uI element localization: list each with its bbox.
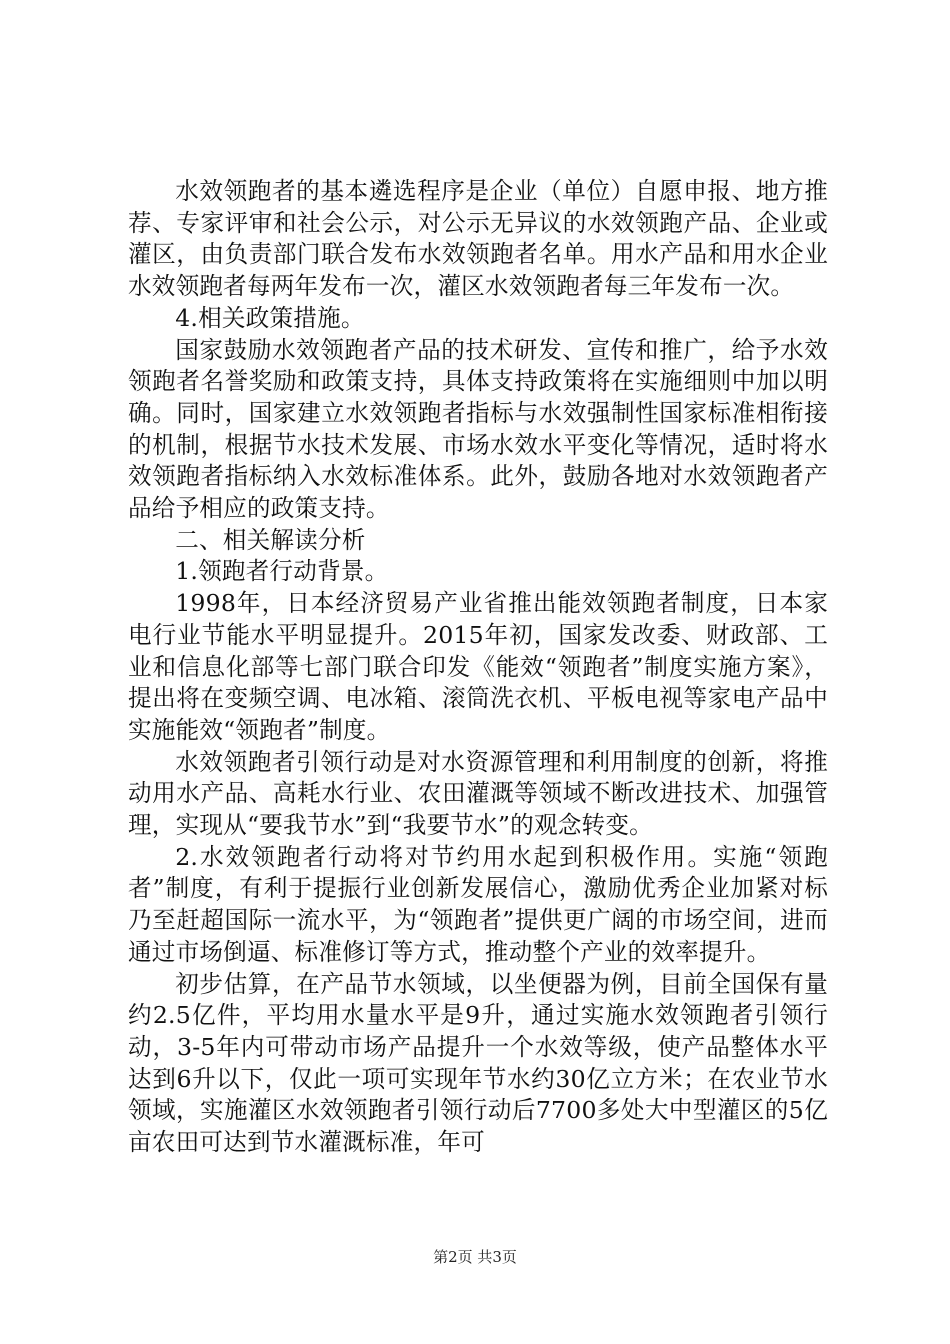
heading-policy-measures: 4.相关政策措施。 xyxy=(175,303,365,332)
paragraph-positive-effect: 2.水效领跑者行动将对节约用水起到积极作用。实施“领跑者”制度，有利于提振行业创新发展信心，激励优秀企业加紧对标乃至赶超国际一流水平，为“领跑者”提供更广阔的市场空间，进而通过市场倒逼、标准修订等方式，推动整个产业的效率提升。 xyxy=(128,842,828,966)
heading-background: 1.领跑者行动背景。 xyxy=(175,557,389,586)
paragraph-japan-history: 1998年，日本经济贸易产业省推出能效领跑者制度，日本家电行业节能水平明显提升。2015年初，国家发改委、财政部、工业和信息化部等七部门联合印发《能效“领跑者”制度实施方案》，提出将在变频空调、电冰箱、滚筒洗衣机、平板电视等家电产品中实施能效“领跑者”制度。 xyxy=(128,589,828,744)
page-footer: 第2页 共3页 xyxy=(433,1248,517,1266)
paragraph-selection-procedure: 水效领跑者的基本遴选程序是企业（单位）自愿申报、地方推荐、专家评审和社会公示，对公示无异议的水效领跑产品、企业或灌区，由负责部门联合发布水效领跑者名单。用水产品和用水企业水效领跑者每两年发布一次，灌区水效领跑者每三年发布一次。 xyxy=(128,177,828,301)
paragraph-innovation: 水效领跑者引领行动是对水资源管理和利用制度的创新，将推动用水产品、高耗水行业、农田灌溉等领域不断改进技术、加强管理，实现从“要我节水”到“我要节水”的观念转变。 xyxy=(128,747,828,840)
paragraph-policy-support: 国家鼓励水效领跑者产品的技术研发、宣传和推广，给予水效领跑者名誉奖励和政策支持，具体支持政策将在实施细则中加以明确。同时，国家建立水效领跑者指标与水效强制性国家标准相衔接的机制，根据节水技术发展、市场水效水平变化等情况，适时将水效领跑者指标纳入水效标准体系。此外，鼓励各地对水效领跑者产品给予相应的政策支持。 xyxy=(128,335,828,523)
heading-analysis: 二、相关解读分析 xyxy=(175,525,366,554)
document-body xyxy=(128,176,828,1159)
paragraph-estimate: 初步估算，在产品节水领域，以坐便器为例，目前全国保有量约2.5亿件，平均用水量水平是9升，通过实施水效领跑者引领行动，3-5年内可带动市场产品提升一个水效等级，使产品整体水平达到6升以下，仅此一项可实现年节水约30亿立方米；在农业节水领域，实施灌区水效领跑者引领行动后7700多处大中型灌区的5亿亩农田可达到节水灌溉标准，年可 xyxy=(128,969,828,1157)
